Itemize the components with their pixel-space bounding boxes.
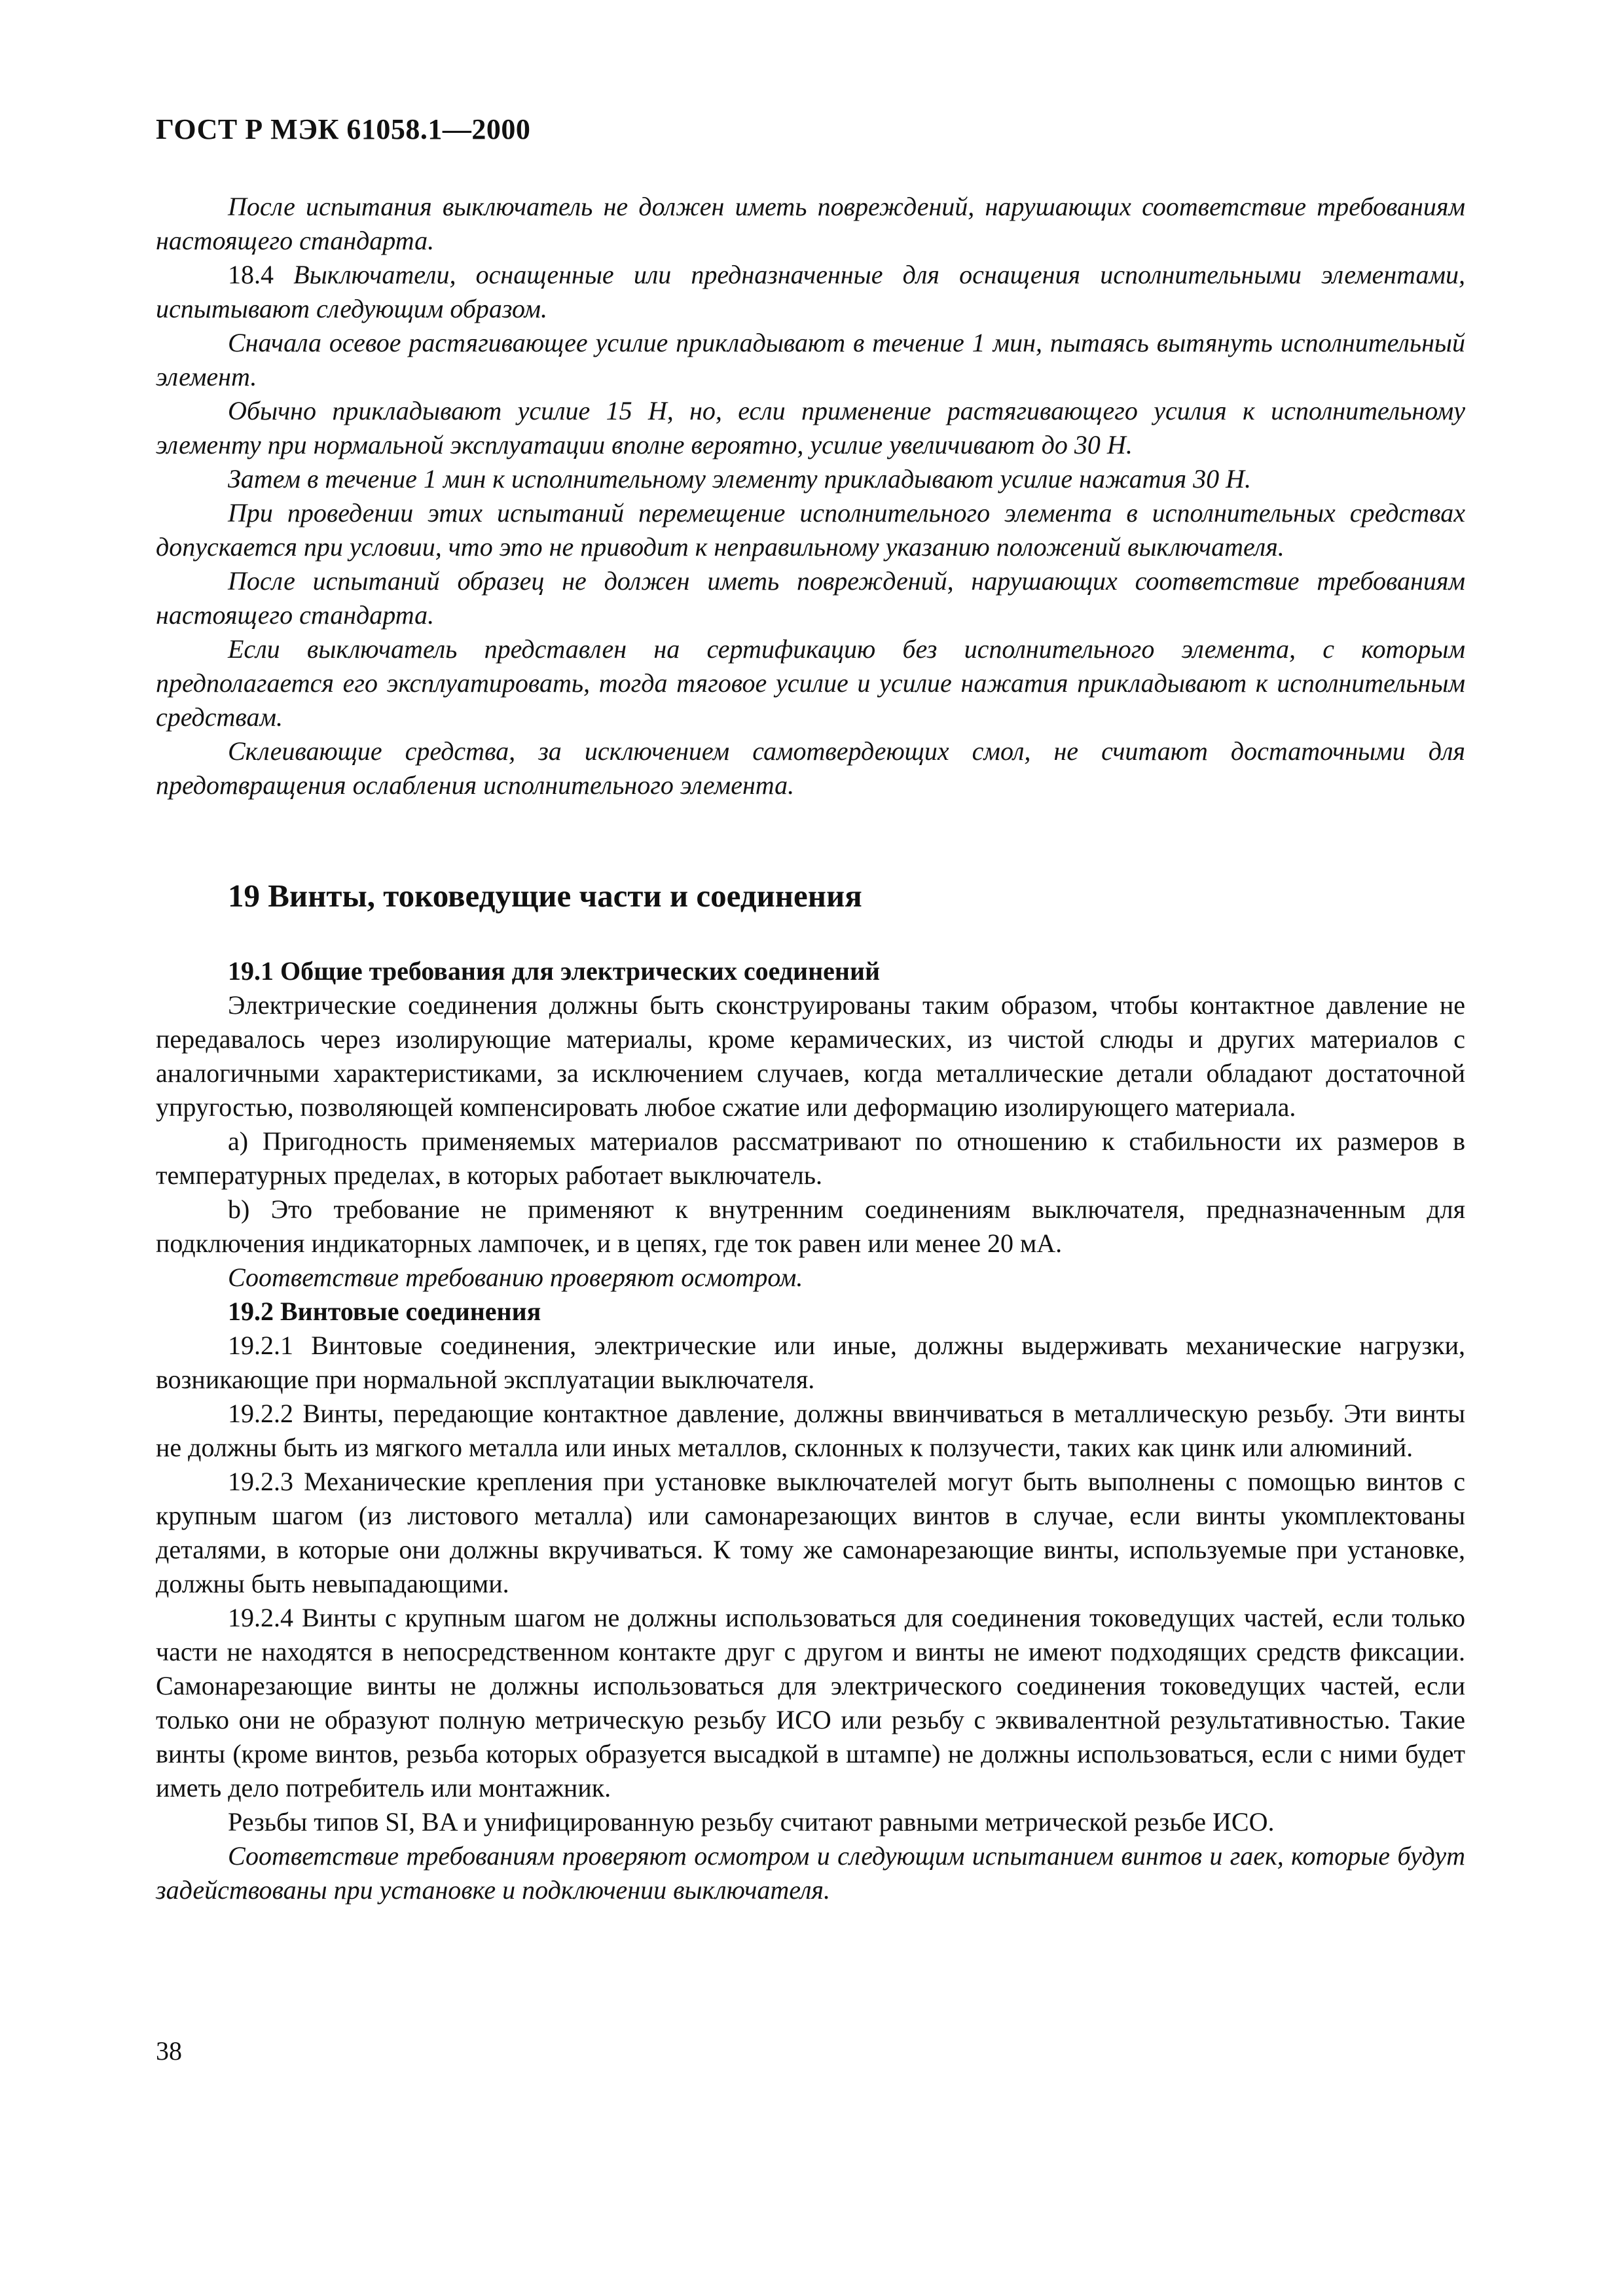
paragraph: Обычно прикладывают усилие 15 Н, но, если применение растягивающего усилия к исполнительному элементу при нормальной эксплуатации вполне вероятно, усилие увеличивают до 30 Н. — [156, 396, 1465, 459]
list-item-b: b) Это требование не применяют к внутренним соединениям выключателя, предназначенным для подключения индикаторных лампочек, и в цепях, где ток равен или менее 20 мА. — [156, 1194, 1465, 1258]
subsection-heading-19-2: 19.2 Винтовые соединения — [228, 1297, 541, 1326]
paragraph: Электрические соединения должны быть сконструированы таким образом, чтобы контактное давление не передавалось через изолирующие материалы, кроме керамических, из чистой слюды и других материалов с аналогичными характеристиками, за исключением случаев, когда металлические детали обладают достаточной упругостью, позволяющей компенсировать любое сжатие или деформацию изолирующего материала. — [156, 990, 1465, 1122]
paragraph-19-2-3: 19.2.3 Механические крепления при установке выключателей могут быть выполнены с помощью винтов с крупным шагом (из листового металла) или самонарезающих винтов в случае, если винты укомплектованы деталями, в которые они должны вкручиваться. К тому же самонарезающие винты, используемые при установке, должны быть невыпадающими. — [156, 1467, 1465, 1598]
compliance-check: Соответствие требованию проверяют осмотром. — [228, 1263, 803, 1292]
paragraph-threads: Резьбы типов SI, BA и унифицированную резьбу считают равными метрической резьбе ИСО. — [228, 1807, 1275, 1837]
paragraph: Если выключатель представлен на сертификацию без исполнительного элемента, с которым предполагается его эксплуатировать, тогда тяговое усилие и усилие нажатия прикладывают к исполнительным средствам. — [156, 634, 1465, 732]
paragraph: После испытания выключатель не должен иметь повреждений, нарушающих соответствие требованиям настоящего стандарта. — [156, 192, 1465, 255]
document-header: ГОСТ Р МЭК 61058.1—2000 — [156, 113, 531, 145]
paragraph-18-4: 18.4 Выключатели, оснащенные или предназначенные для оснащения исполнительными элементами, испытывают следующим образом. — [156, 260, 1465, 323]
section-19-body — [156, 954, 1465, 1907]
section-18-4-text — [156, 190, 1465, 802]
paragraph: Сначала осевое растягивающее усилие прикладывают в течение 1 мин, пытаясь вытянуть исполнительный элемент. — [156, 328, 1465, 391]
paragraph-19-2-2: 19.2.2 Винты, передающие контактное давление, должны ввинчиваться в металлическую резьбу. Эти винты не должны быть из мягкого металла или иных металлов, склонных к ползучести, таких как цинк или алюминий. — [156, 1399, 1465, 1462]
subsection-heading-19-1: 19.1 Общие требования для электрических соединений — [228, 956, 881, 986]
paragraph: Склеивающие средства, за исключением самотвердеющих смол, не считают достаточными для предотвращения ослабления исполнительного элемента. — [156, 736, 1465, 800]
paragraph: При проведении этих испытаний перемещение исполнительного элемента в исполнительных средствах допускается при условии, что это не приводит к неправильному указанию положений выключателя. — [156, 498, 1465, 562]
paragraph: Затем в течение 1 мин к исполнительному элементу прикладывают усилие нажатия 30 Н. — [228, 464, 1252, 493]
paragraph-19-2-1: 19.2.1 Винтовые соединения, электрические или иные, должны выдерживать механические нагрузки, возникающие при нормальной эксплуатации выключателя. — [156, 1331, 1465, 1394]
compliance-check-final: Соответствие требованиям проверяют осмотром и следующим испытанием винтов и гаек, которые будут задействованы при установке и подключении выключателя. — [156, 1841, 1465, 1905]
paragraph-19-2-4: 19.2.4 Винты с крупным шагом не должны использоваться для соединения токоведущих частей, если только части не находятся в непосредственном контакте друг с другом и винты не имеют подходящих средств фиксации. Самонарезающие винты не должны использоваться для электрического соединения токоведущих частей, если только они не образуют полную метрическую резьбу ИСО или резьбу с эквивалентной результативностью. Такие винты (кроме винтов, резьба которых образуется высадкой в штампе) не должны использоваться, если с ними будет иметь дело потребитель или монтажник. — [156, 1603, 1465, 1803]
section-19-title: 19 Винты, токоведущие части и соединения — [228, 878, 862, 914]
page-number: 38 — [156, 2036, 182, 2066]
paragraph: После испытаний образец не должен иметь повреждений, нарушающих соответствие требованиям настоящего стандарта. — [156, 566, 1465, 630]
list-item-a: a) Пригодность применяемых материалов рассматривают по отношению к стабильности их размеров в температурных пределах, в которых работает выключатель. — [156, 1126, 1465, 1190]
